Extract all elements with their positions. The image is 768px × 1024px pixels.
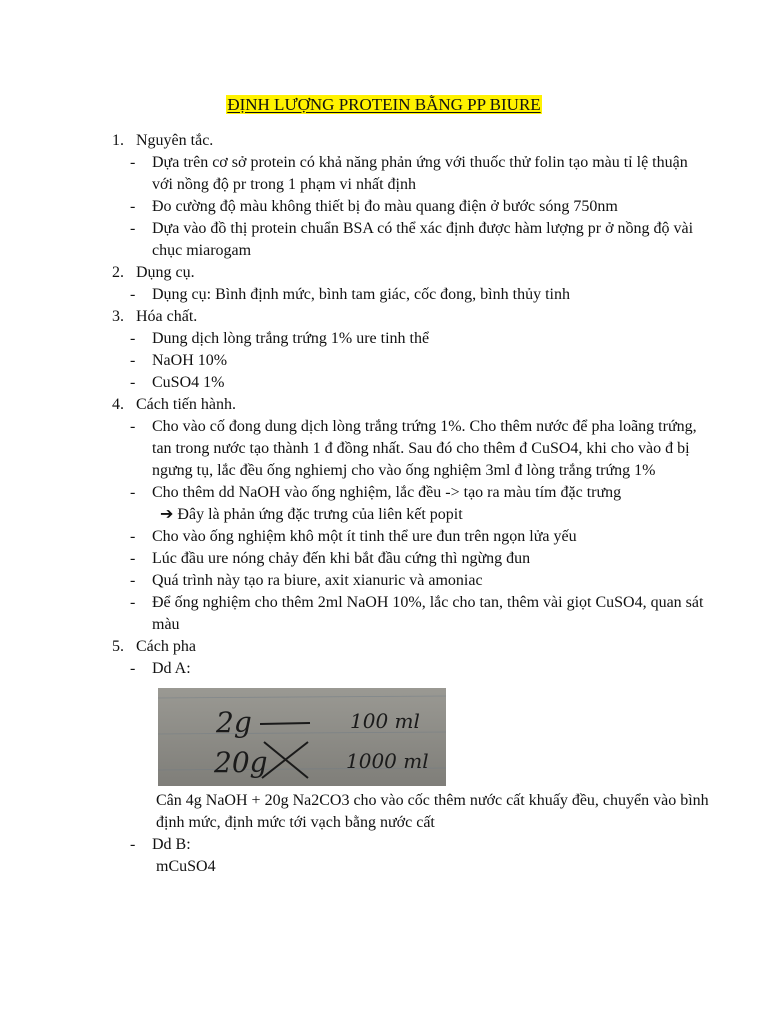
right-arrow-icon: ➔ <box>160 506 174 523</box>
section-2 <box>112 262 712 284</box>
list-item: - Dựa vào đồ thị protein chuẩn BSA có thể xác định được hàm lượng pr ở nồng độ vài chục miarogam <box>130 220 694 259</box>
section-heading: Hóa chất. <box>136 308 198 325</box>
section-5-list-b <box>112 834 712 856</box>
list-item: - Lúc đầu ure nóng chảy đến khi bắt đầu cứng thì ngừng đun <box>130 550 531 567</box>
section-2-list <box>112 284 712 306</box>
section-3-list <box>112 328 712 394</box>
list-item: - Cho vào cố đong dung dịch lòng trắng trứng 1%. Cho thêm nước để pha loãng trứng, tan trong nước tạo thành 1 đ đồng nhất. Sau đó cho thêm đ CuSO4, khi cho vào đ bị ngưng tụ, lắc đều ống nghiemj cho vào ống nghiệm 3ml đ lòng trắng trứng 1% <box>130 418 697 479</box>
section-heading: Nguyên tắc. <box>136 132 214 149</box>
title-container <box>0 95 768 117</box>
list-item: - Dd B: <box>130 836 191 853</box>
handwriting-drawing <box>158 688 446 786</box>
section-number: 1. <box>112 132 124 149</box>
list-item: - Dựa trên cơ sở protein có khả năng phản ứng với thuốc thử folin tạo màu tỉ lệ thuận với nồng độ pr trong 1 phạm vi nhất định <box>130 154 688 193</box>
section-number: 4. <box>112 396 124 413</box>
section-number: 2. <box>112 264 124 281</box>
list-item: - Đo cường độ màu không thiết bị đo màu quang điện ở bước sóng 750nm <box>130 198 618 215</box>
list-item: - Dung dịch lòng trắng trứng 1% ure tinh thể <box>130 330 430 347</box>
arrow-note: ➔ Đây là phản ứng đặc trưng của liên kết popit <box>160 506 463 523</box>
list-item: - Quá trình này tạo ra biure, axit xianuric và amoniac <box>130 572 483 589</box>
list-item: - Để ống nghiệm cho thêm 2ml NaOH 10%, lắc cho tan, thêm vài giọt CuSO4, quan sát màu <box>130 594 704 633</box>
section-3 <box>112 306 712 328</box>
list-item: - NaOH 10% <box>130 352 228 369</box>
handwriting-20g: 20g <box>214 746 268 779</box>
list-item: - Dụng cụ: Bình định mức, bình tam giác, cốc đong, bình thủy tinh <box>130 286 570 303</box>
handwritten-photo <box>158 688 446 786</box>
section-4 <box>112 394 712 416</box>
list-item: - Dd A: <box>130 660 191 677</box>
document-body <box>112 130 712 878</box>
section-heading: Cách tiến hành. <box>136 396 236 413</box>
section-4-list <box>112 416 712 636</box>
section-heading: Cách pha <box>136 638 196 655</box>
handwriting-100ml: 100 ml <box>350 709 420 733</box>
handwriting-2g: 2g <box>216 706 252 739</box>
handwriting-dash <box>260 723 310 724</box>
section-5-list <box>112 658 712 680</box>
section-1-list <box>112 152 712 262</box>
section-heading: Dụng cụ. <box>136 264 195 281</box>
handwriting-1000ml: 1000 ml <box>346 749 429 773</box>
document-title: ĐỊNH LƯỢNG PROTEIN BẰNG PP BIURE <box>227 95 541 114</box>
dd-b-formula: mCuSO4 <box>156 858 216 875</box>
list-item: - Cho vào ống nghiệm khô một ít tinh thể ure đun trên ngọn lửa yếu <box>130 528 577 545</box>
list-item: - Cho thêm dd NaOH vào ống nghiệm, lắc đều -> tạo ra màu tím đặc trưng ➔ Đây là phản ứng đặc trưng của liên kết popit <box>112 482 712 526</box>
section-number: 5. <box>112 638 124 655</box>
section-number: 3. <box>112 308 124 325</box>
section-5 <box>112 636 712 658</box>
list-item: - CuSO4 1% <box>130 374 225 391</box>
section-1 <box>112 130 712 152</box>
dd-a-description: Cân 4g NaOH + 20g Na2CO3 cho vào cốc thêm nước cất khuấy đều, chuyển vào bình định mức, định mức tới vạch bằng nước cất <box>156 792 709 831</box>
